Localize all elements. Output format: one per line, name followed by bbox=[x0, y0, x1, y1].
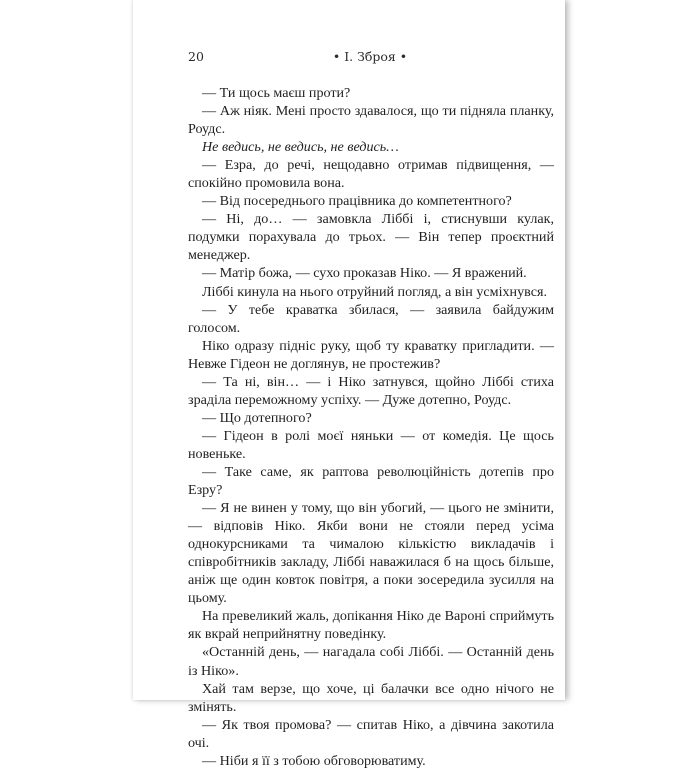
paragraph-italic: Не ведись, не ведись, не ведись… bbox=[202, 139, 399, 156]
paragraph: — Гідеон в ролі моєї няньки — от комедія. Це щось новеньке. bbox=[188, 427, 554, 462]
paragraph: — Я не винен у тому, що він убогий, — цього не змінити, — відповів Ніко. Якби вони не стояли перед усіма однокурсниками та чималою кількістю викладачів і співробітників закладу, Ліббі наважилася б на щось більше, аніж ще один ковток повітря, а поки зосередила зусилля на цьому. bbox=[188, 500, 554, 607]
paragraph: — Ніби я її з тобою обговорюватиму. bbox=[202, 752, 426, 769]
paragraph: — Ти щось маєш проти? bbox=[202, 85, 351, 101]
page-header bbox=[188, 49, 554, 67]
paragraph: — Таке саме, як раптова революційність дотепів про Езру? bbox=[188, 463, 554, 499]
paragraph: На превеликий жаль, допікання Ніко де Вароні сприймуть як вкрай неприйнятну поведінку. bbox=[188, 608, 554, 643]
paragraph: «Останній день, — нагадала собі Ліббі. — Останній день із Ніко». bbox=[188, 644, 554, 679]
paragraph: — Та ні, він… — і Ніко затнувся, щойно Ліббі стиха зраділа переможному успіху. — Дуже дотепно, Роудс. bbox=[188, 373, 554, 408]
paragraph: — Ні, до… — замовкла Ліббі і, стиснувши кулак, подумки порахувала до трьох. — Він тепер проєктний менеджер. bbox=[188, 211, 554, 264]
paragraph: Ніко одразу підніс руку, щоб ту краватку пригладити. — Невже Гідеон не доглянув, не простежив? bbox=[188, 337, 554, 372]
paragraph: — У тебе краватка збилася, — заявила байдужим голосом. bbox=[188, 301, 554, 336]
page-number: 20 bbox=[188, 49, 204, 64]
paragraph: — Як твоя промова? — спитав Ніко, а дівчина закотила очі. bbox=[188, 716, 554, 751]
paragraph: — Матір божа, — сухо проказав Ніко. — Я вражений. bbox=[202, 265, 527, 282]
paragraph: — Аж ніяк. Мені просто здавалося, що ти підняла планку, Роудс. bbox=[188, 103, 554, 138]
paragraph: — Езра, до речі, нещодавно отримав підвищення, — спокійно промовила вона. bbox=[188, 157, 554, 192]
book-page bbox=[133, 0, 565, 769]
body-text bbox=[188, 84, 554, 770]
paragraph: Хай там верзе, що хоче, ці балачки все одно нічого не змінять. bbox=[188, 680, 554, 715]
running-head: • І. Зброя • bbox=[332, 49, 408, 64]
paragraph: Ліббі кинула на нього отруйний погляд, а він усміхнувся. bbox=[202, 283, 547, 300]
paragraph: — Що дотепного? bbox=[202, 409, 312, 426]
paragraph: — Від посереднього працівника до компетентного? bbox=[202, 193, 512, 210]
